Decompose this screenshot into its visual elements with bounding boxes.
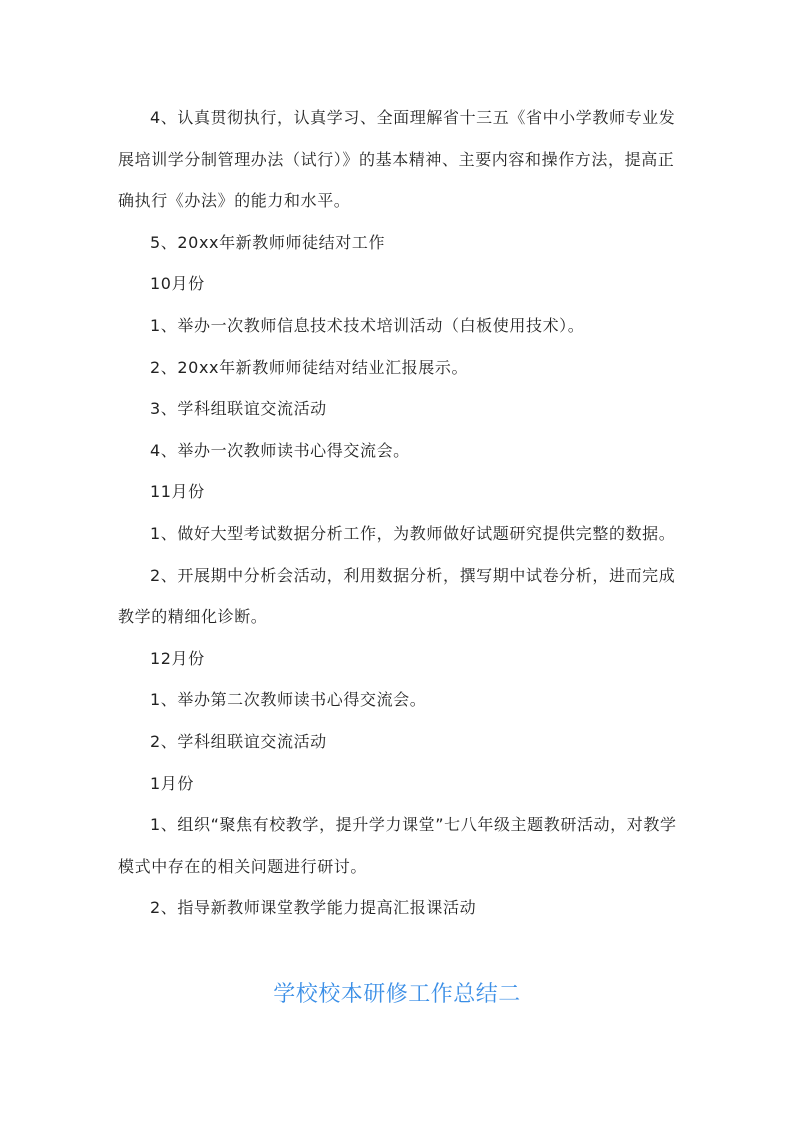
paragraph: 4、认真贯彻执行，认真学习、全面理解省十三五《省中小学教师专业发展培训学分制管理办法（试行）》的基本精神、主要内容和操作方法，提高正确执行《办法》的能力和水平。 xyxy=(118,108,676,211)
paragraph: 2、20xx年新教师师徒结对结业汇报展示。 xyxy=(150,357,469,377)
month-heading: 12月份 xyxy=(150,648,205,668)
document-body xyxy=(118,97,678,929)
paragraph: 1、举办一次教师信息技术技术培训活动（白板使用技术）。 xyxy=(150,315,585,335)
paragraph: 2、开展期中分析会活动，利用数据分析，撰写期中试卷分析，进而完成教学的精细化诊断。 xyxy=(118,565,676,627)
paragraph: 5、20xx年新教师师徒结对工作 xyxy=(150,232,386,252)
month-heading: 11月份 xyxy=(150,482,205,502)
paragraph: 1、举办第二次教师读书心得交流会。 xyxy=(150,690,427,710)
paragraph: 2、学科组联谊交流活动 xyxy=(150,731,327,751)
paragraph: 2、指导新教师课堂教学能力提高汇报课活动 xyxy=(150,898,477,918)
month-heading: 10月份 xyxy=(150,274,205,294)
paragraph: 3、学科组联谊交流活动 xyxy=(150,399,327,419)
section-heading: 学校校本研修工作总结二 xyxy=(273,982,521,1007)
paragraph: 4、举办一次教师读书心得交流会。 xyxy=(150,440,410,460)
paragraph: 1、组织“聚焦有校教学，提升学力课堂”七八年级主题教研活动，对教学模式中存在的相关问题进行研讨。 xyxy=(118,815,677,876)
month-heading: 1月份 xyxy=(150,773,194,793)
paragraph: 1、做好大型考试数据分析工作，为教师做好试题研究提供完整的数据。 xyxy=(150,523,676,543)
